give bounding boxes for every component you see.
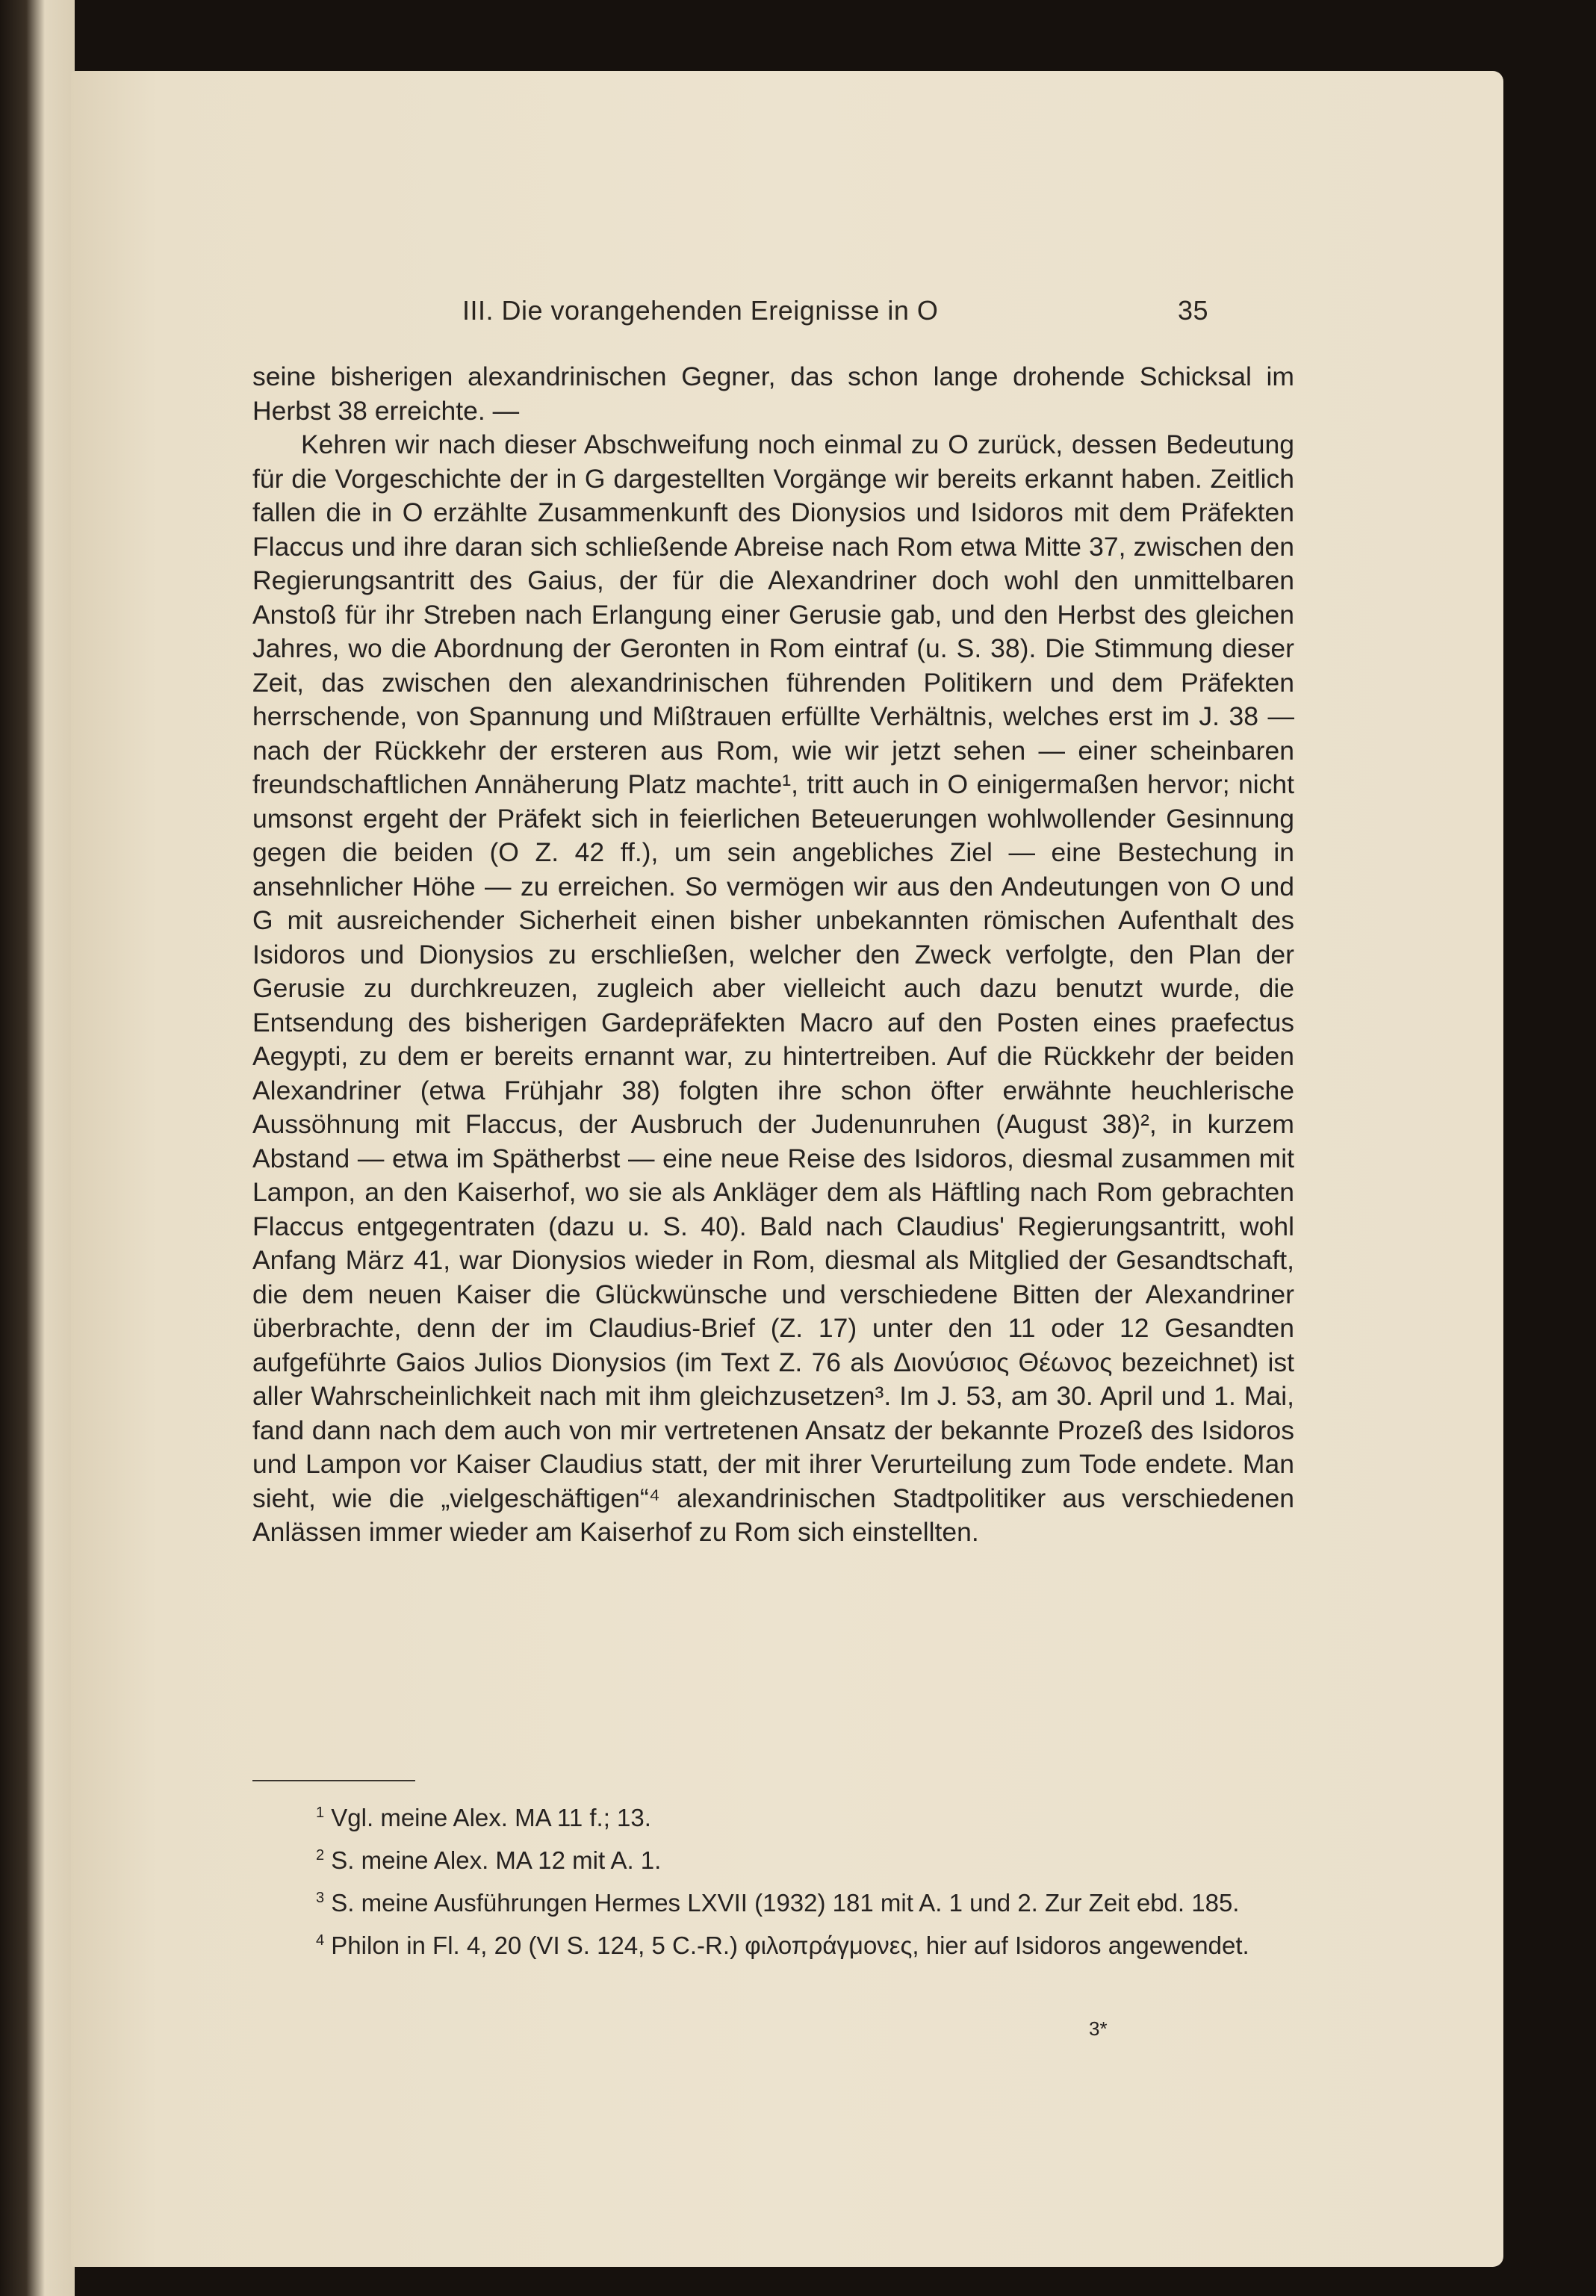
footnote-mark: 1 <box>316 1805 325 1821</box>
footnote-text: Philon in Fl. 4, 20 (VI S. 124, 5 C.-R.) φιλοπράγμονες, hier auf Isidoros angewendet. <box>331 1932 1249 1959</box>
footnote <box>252 1798 1294 1833</box>
footnote <box>252 1883 1294 1918</box>
footnote-text: S. meine Alex. MA 12 mit A. 1. <box>331 1846 662 1874</box>
book-spine-shadow <box>0 0 75 2296</box>
running-header <box>71 295 1503 340</box>
footnote-mark: 2 <box>316 1847 325 1864</box>
paragraph: Kehren wir nach dieser Abschweifung noch einmal zu O zurück, dessen Bedeutung für die Vorgeschichte der in G dargestellten Vorgänge wir bereits erkannt haben. Zeitlich fallen die in O erzählte Zusammenkunft des Dionysios und Isidoros mit dem Präfekten Flaccus und ihre daran sich schließende Abreise nach Rom etwa Mitte 37, zwischen den Regierungsantritt des Gaius, der für die Alexandriner doch wohl den unmittelbaren Anstoß für ihr Streben nach Erlangung einer Gerusie gab, und den Herbst des gleichen Jahres, wo die Abordnung der Geronten in Rom eintraf (u. S. 38). Die Stimmung dieser Zeit, das zwischen den alexandrinischen führenden Politikern und dem Präfekten herrschende, von Spannung und Mißtrauen erfüllte Verhältnis, welches erst im J. 38 — nach der Rückkehr der ersteren aus Rom, wie wir jetzt sehen — einer scheinbaren freundschaftlichen Annäherung Platz machte¹, tritt auch in O einigermaßen hervor; nicht umsonst ergeht der Präfekt sich in feierlichen Beteuerungen wohlwollender Gesinnung gegen die beiden (O Z. 42 ff.), um sein angebliches Ziel — eine Bestechung in ansehnlicher Höhe — zu erreichen. So vermögen wir aus den Andeutungen von O und G mit ausreichender Sicherheit einen bisher unbekannten römischen Aufenthalt des Isidoros und Dionysios zu erschließen, welcher den Zweck verfolgte, den Plan der Gerusie zu durchkreuzen, zugleich aber vielleicht auch dazu benutzt wurde, die Entsendung des bisherigen Gardepräfekten Macro auf den Posten eines praefectus Aegypti, zu dem er bereits ernannt war, zu hintertreiben. Auf die Rückkehr der beiden Alexandriner (etwa Frühjahr 38) folgten ihre schon öfter erwähnte heuchlerische Aussöhnung mit Flaccus, der Ausbruch der Judenunruhen (August 38)², in kurzem Abstand — etwa im Spätherbst — eine neue Reise des Isidoros, diesmal zusammen mit Lampon, an den Kaiserhof, wo sie als Ankläger dem als Häftling nach Rom gebrachten Flaccus entgegentraten (dazu u. S. 40). Bald nach Claudius' Regierungsantritt, wohl Anfang März 41, war Dionysios wieder in Rom, diesmal als Mitglied der Gesandtschaft, die dem neuen Kaiser die Glückwünsche und verschiedene Bitten der Alexandriner überbrachte, denn der im Claudius-Brief (Z. 17) unter den 11 oder 12 Gesandten aufgeführte Gaios Julios Dionysios (im Text Z. 76 als Διονύσιος Θέωνος bezeichnet) ist aller Wahrscheinlichkeit nach mit ihm gleichzusetzen³. Im J. 53, am 30. April und 1. Mai, fand dann nach dem auch von mir vertretenen Ansatz der bekannte Prozeß des Isidoros und Lampon vor Kaiser Claudius statt, der mit ihrer Verurteilung zum Tode endete. Man sieht, wie die „vielgeschäftigen“⁴ alexandrinischen Stadtpolitiker aus verschiedenen Anlässen immer wieder am Kaiserhof zu Rom sich einstellten. <box>252 429 1294 1547</box>
footnote-mark: 3 <box>316 1890 325 1906</box>
main-text <box>252 360 1294 1550</box>
footnote-mark: 4 <box>316 1932 325 1949</box>
footnote-text: Vgl. meine Alex. MA 11 f.; 13. <box>331 1804 651 1831</box>
page-number: 35 <box>1178 295 1209 326</box>
running-title: III. Die vorangehenden Ereignisse in O <box>462 295 939 326</box>
footnote <box>252 1926 1294 1961</box>
signature-mark: 3* <box>1089 2017 1108 2040</box>
footnote-separator <box>252 1780 415 1781</box>
footnote-text: S. meine Ausführungen Hermes LXVII (1932) 181 mit A. 1 und 2. Zur Zeit ebd. 185. <box>331 1889 1240 1917</box>
book-page <box>71 71 1503 2267</box>
paragraph-continued: seine bisherigen alexandrinischen Gegner, das schon lange drohende Schicksal im Herbst 38 erreichte. — <box>252 362 1294 426</box>
footnote <box>252 1840 1294 1875</box>
footnotes <box>252 1798 1294 1968</box>
